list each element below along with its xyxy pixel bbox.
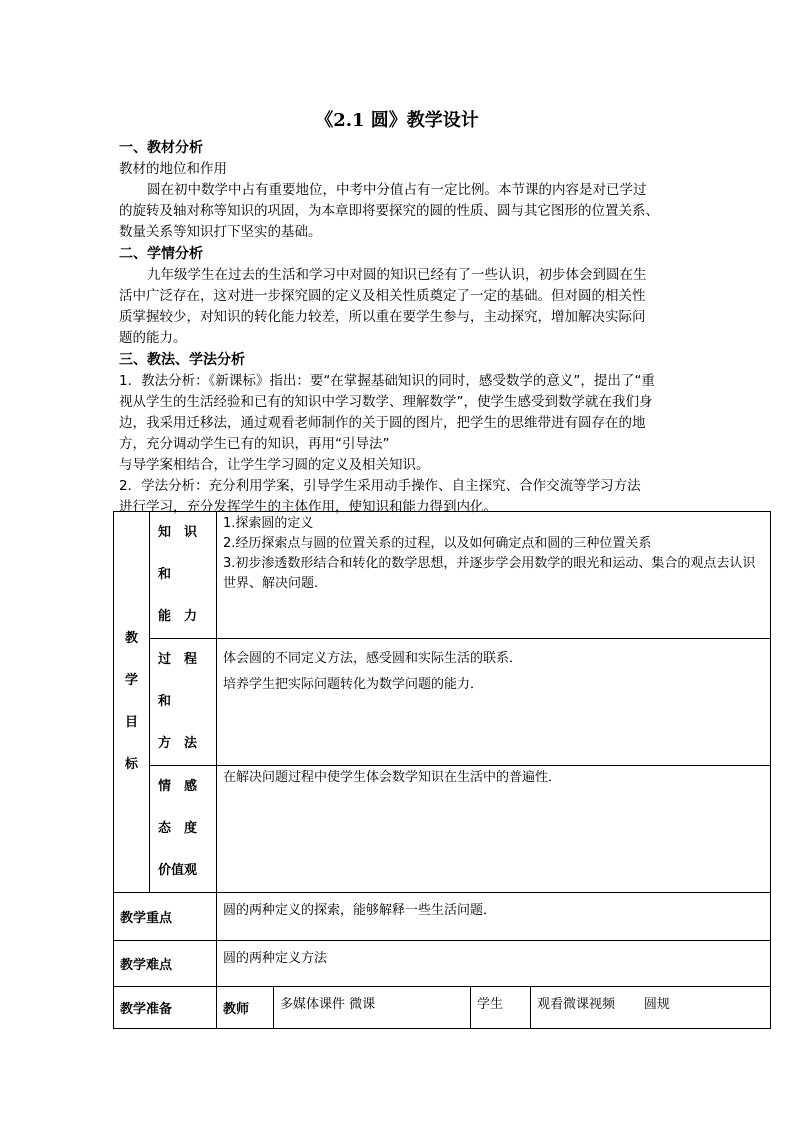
process-content: 体会圆的不同定义方法，感受圆和实际生活的联系． 培养学生把实际问题转化为数学问题的能力．	[217, 639, 771, 766]
paragraph-line: 活中广泛存在，这对进一步探究圆的定义及相关性质奠定了一定的基础。但对圆的相关性	[119, 288, 646, 304]
paragraph-line: 圆在初中数学中占有重要地位，中考中分值占有一定比例。本节课的内容是对已学过	[147, 182, 647, 198]
difficulties-content: 圆的两种定义方法	[217, 941, 771, 987]
section-textbook-analysis	[119, 138, 745, 518]
lesson-plan-table	[113, 511, 771, 1029]
teacher-content: 多媒体课件 微课	[274, 987, 471, 1029]
difficulties-label: 教学难点	[114, 941, 217, 987]
paragraph-line: 的旋转及轴对称等知识的巩固，为本章即将要探究的圆的性质、圆与其它图形的位置关系、	[119, 203, 659, 219]
preparation-label: 教学准备	[114, 987, 217, 1029]
knowledge-content: 1.探索圆的定义 2.经历探索点与圆的位置关系的过程，以及如何确定点和圆的三种位置关系 3.初步渗透数形结合和转化的数学思想，并逐步学会用数学的眼光和运动、集合的观点去认识世界、解决问题.	[217, 512, 771, 639]
paragraph-line: 九年级学生在过去的生活和学习中对圆的知识已经有了一些认识，初步体会到圆在生	[147, 267, 647, 283]
paragraph-line: 质掌握较少，对知识的转化能力较差，所以重在要学生参与，主动探究，增加解决实际问	[119, 309, 646, 325]
section-heading: 三、教法、学法分析	[119, 352, 245, 368]
paragraph-line: 方，充分调动学生已有的知识，再用“引导法”	[119, 436, 390, 452]
section-heading: 一、教材分析	[119, 140, 203, 156]
paragraph-line: 进行学习，充分发挥学生的主体作用，使知识和能力得到内化。	[119, 499, 497, 515]
paragraph-line: 与导学案相结合，让学生学习圆的定义及相关知识。	[119, 457, 430, 473]
teacher-label: 教师	[217, 987, 274, 1029]
paragraph-line: 数量关系等知识打下坚实的基础。	[119, 224, 322, 240]
knowledge-label: 知 识 和 能 力	[150, 512, 217, 639]
key-points-label: 教学重点	[114, 893, 217, 941]
paragraph-line: 1．教法分析：《新课标》指出：要“在掌握基础知识的同时，感受数学的意义”，提出了“重	[119, 373, 655, 389]
paragraph-line: 2．学法分析：充分利用学案，引导学生采用动手操作、自主探究、合作交流等学习方法	[119, 478, 641, 494]
emotion-content: 在解决问题过程中使学生体会数学知识在生活中的普遍性．	[217, 766, 771, 893]
subheading: 教材的地位和作用	[119, 161, 227, 177]
emotion-label: 情 感 态 度 价值观	[150, 766, 217, 893]
document-title: 《2.1 圆》教学设计	[315, 110, 479, 131]
section-heading: 二、学情分析	[119, 246, 203, 262]
process-label: 过 程 和 方 法	[150, 639, 217, 766]
student-label: 学生	[471, 987, 531, 1029]
student-content: 观看微课视频 圆规	[531, 987, 771, 1029]
paragraph-line: 边，我采用迁移法，通过观看老师制作的关于圆的图片，把学生的思维带进有圆存在的地	[119, 415, 646, 431]
paragraph-line: 题的能力。	[119, 330, 187, 346]
paragraph-line: 视从学生的生活经验和已有的知识中学习数学、理解数学”，使学生感受到数学就在我们身	[119, 394, 653, 410]
objectives-label: 教 学 目 标	[114, 512, 150, 893]
key-points-content: 圆的两种定义的探索，能够解释一些生活问题．	[217, 893, 771, 941]
